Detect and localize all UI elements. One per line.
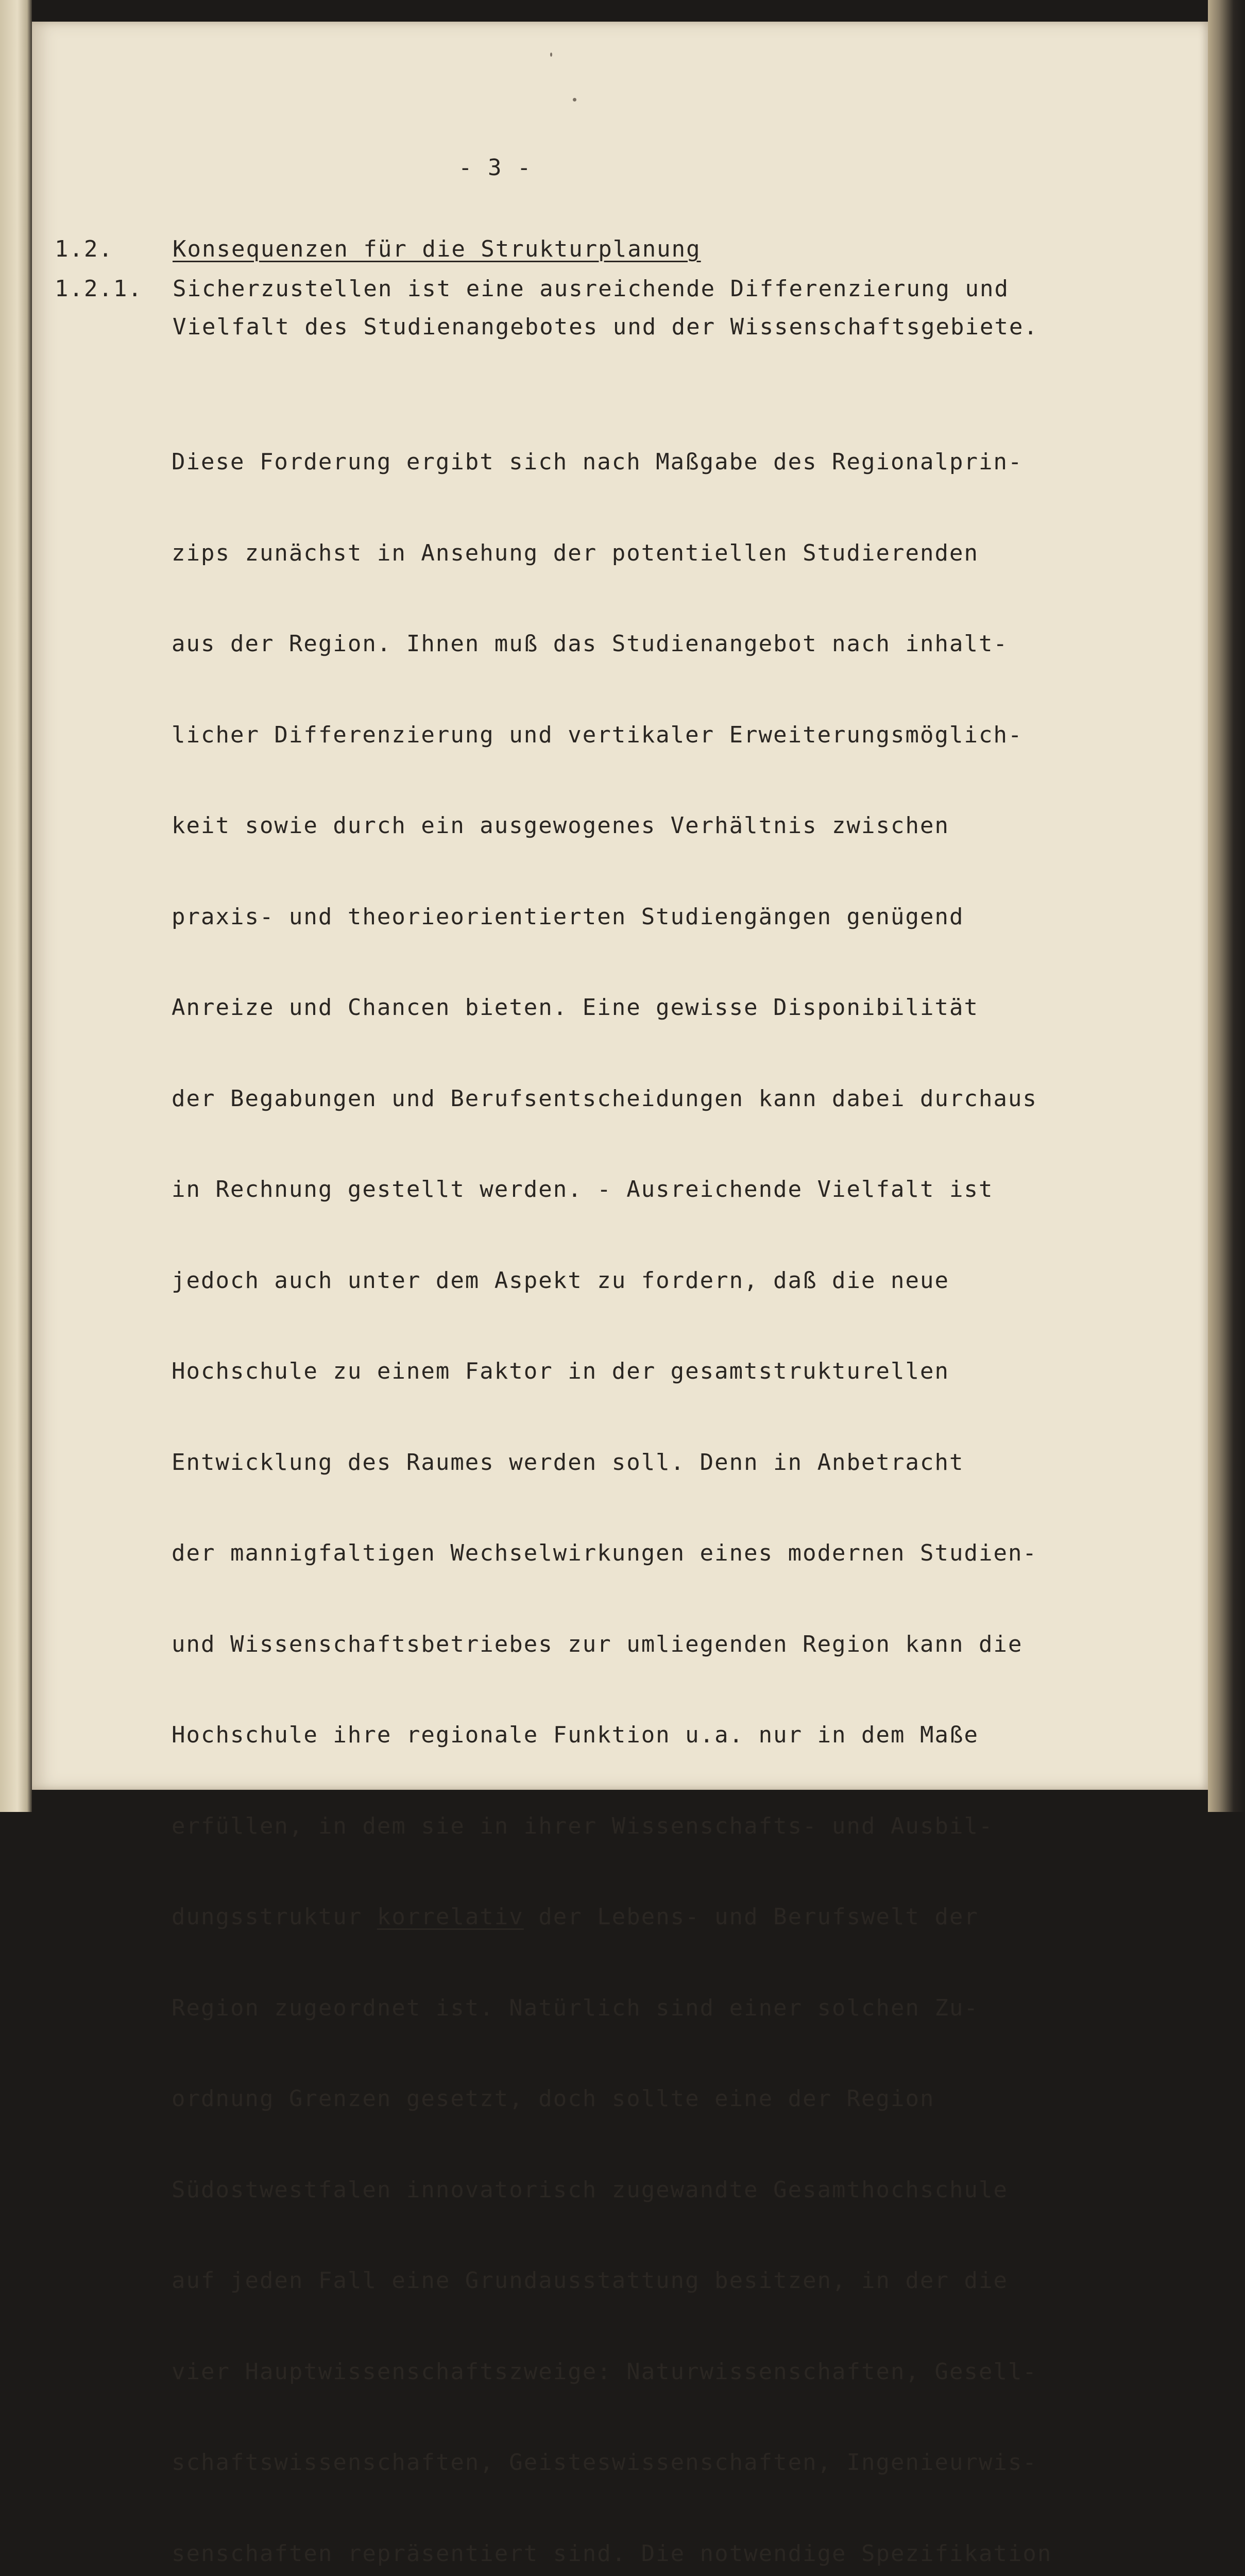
body-line: keit sowie durch ein ausgewogenes Verhältnis zwischen bbox=[172, 812, 949, 839]
body-line: jedoch auch unter dem Aspekt zu fordern, daß die neue bbox=[172, 1267, 949, 1294]
body-line-with-emphasis bbox=[172, 1898, 1171, 1937]
page-number: - 3 - bbox=[458, 155, 532, 181]
line-text-after: der Lebens- und Berufswelt der bbox=[523, 1904, 979, 1930]
body-line: der mannigfaltigen Wechselwirkungen eines modernen Studien- bbox=[172, 1540, 1037, 1566]
body-line: vier Hauptwissenschaftszweige: Naturwissenschaften, Gesell- bbox=[172, 2358, 1037, 2385]
line-text-before: dungsstruktur bbox=[172, 1904, 377, 1930]
paper-speck bbox=[573, 98, 576, 101]
body-line: schaftswissenschaften, Geisteswissenschaften, Ingenieurwis- bbox=[172, 2449, 1037, 2476]
body-line: Entwicklung des Raumes werden soll. Denn in Anbetracht bbox=[172, 1449, 964, 1476]
underlined-emphasis: korrelativ bbox=[377, 1904, 524, 1930]
body-line: zips zunächst in Ansehung der potentiellen Studierenden bbox=[172, 539, 979, 566]
section-title: Konsequenzen für die Strukturplanung bbox=[173, 236, 701, 262]
paper-speck bbox=[550, 53, 552, 57]
body-line: ordnung Grenzen gesetzt, doch sollte eine der Region bbox=[172, 2086, 935, 2112]
body-line: und Wissenschaftsbetriebes zur umliegenden Region kann die bbox=[172, 1631, 1023, 1657]
body-line: Region zugeordnet ist. Natürlich sind einer solchen Zu- bbox=[172, 1994, 979, 2021]
subsection-lead-line: Vielfalt des Studienangebotes und der Wissenschaftsgebiete. bbox=[173, 314, 1038, 340]
body-line: in Rechnung gestellt werden. - Ausreichende Vielfalt ist bbox=[172, 1176, 994, 1202]
body-line: senschaften repräsentiert sind. Die notwendige Spezifikation bbox=[172, 2540, 1052, 2567]
body-line: licher Differenzierung und vertikaler Erweiterungsmöglich- bbox=[172, 721, 1023, 748]
body-line: aus der Region. Ihnen muß das Studienangebot nach inhalt- bbox=[172, 631, 1008, 657]
section-number: 1.2. bbox=[55, 236, 113, 262]
subsection-number: 1.2.1. bbox=[55, 276, 143, 302]
body-line: Südostwestfalen innovatorisch zugewandte Gesamthochschule bbox=[172, 2176, 1008, 2203]
subsection-lead-line: Sicherzustellen ist eine ausreichende Differenzierung und bbox=[173, 276, 1009, 302]
body-line: Anreize und Chancen bieten. Eine gewisse Disponibilität bbox=[172, 994, 979, 1021]
left-page-edge bbox=[0, 0, 32, 1812]
body-line: der Begabungen und Berufsentscheidungen kann dabei durchaus bbox=[172, 1085, 1037, 1112]
body-line: auf jeden Fall eine Grundausstattung besitzen, in der die bbox=[172, 2267, 1008, 2294]
body-line: Diese Forderung ergibt sich nach Maßgabe des Regionalprin- bbox=[172, 449, 1023, 475]
body-paragraph bbox=[172, 391, 1171, 2576]
body-line: erfüllen, in dem sie in ihrer Wissenschafts- und Ausbil- bbox=[172, 1812, 994, 1839]
right-binding-strip bbox=[1208, 0, 1245, 1812]
body-line: Hochschule zu einem Faktor in der gesamtstrukturellen bbox=[172, 1358, 949, 1384]
body-line: praxis- und theorieorientierten Studiengängen genügend bbox=[172, 903, 964, 930]
body-line: Hochschule ihre regionale Funktion u.a. nur in dem Maße bbox=[172, 1722, 979, 1748]
